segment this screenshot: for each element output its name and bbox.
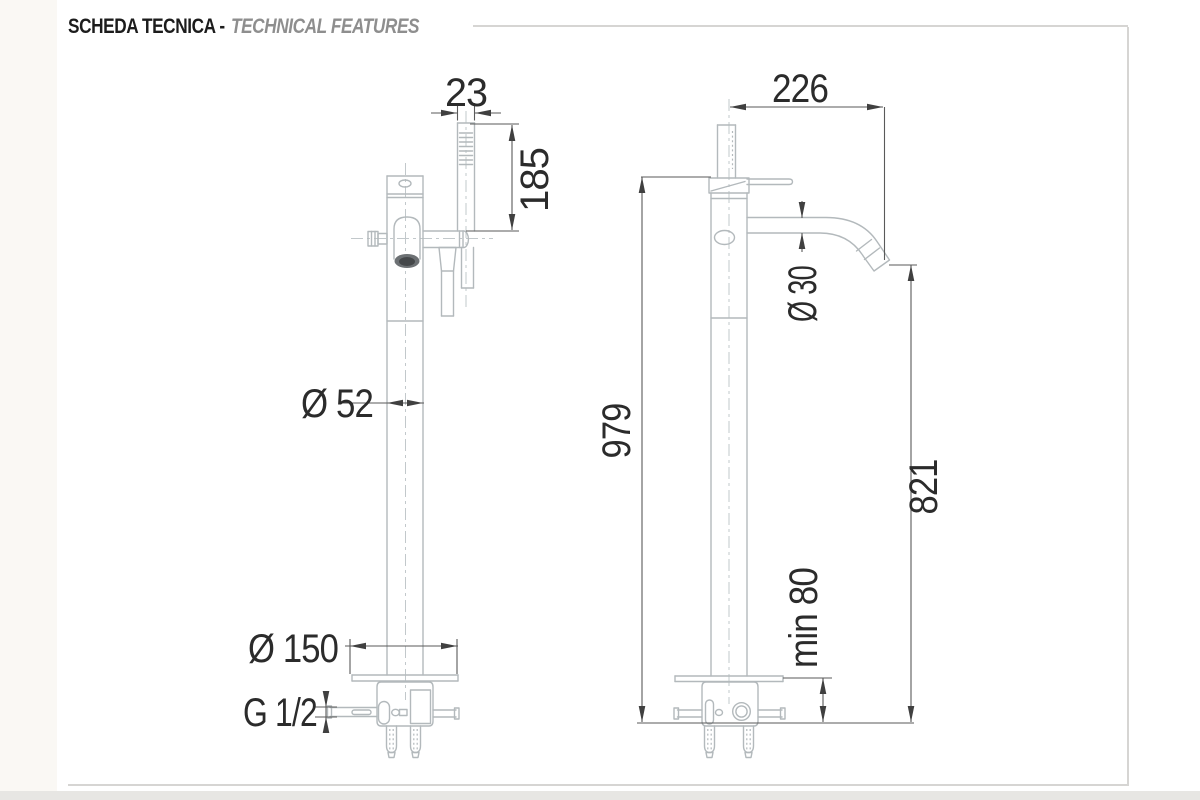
side-spout — [747, 218, 890, 272]
front-flex-hoses — [387, 726, 421, 758]
dim-hand-shower-height — [466, 124, 557, 231]
dim-label-overall-height: 979 — [595, 394, 639, 459]
front-shower-holder — [423, 231, 468, 248]
front-view — [243, 71, 557, 758]
dim-overall-height — [595, 177, 711, 722]
page-title-italian: SCHEDA TECNICA - — [68, 15, 225, 38]
front-shower-hose — [439, 248, 456, 317]
dim-spout-reach — [730, 67, 885, 260]
dim-label-spout-reach: 226 — [772, 67, 828, 111]
front-spout — [394, 217, 420, 268]
dim-label-base-plate-diameter: Ø 150 — [248, 627, 338, 671]
dim-label-floor-clearance: min 80 — [782, 553, 826, 668]
dim-floor-clearance — [782, 553, 832, 722]
dim-label-column-diameter: Ø 52 — [301, 382, 373, 426]
dim-label-spout-diameter: Ø 30 — [781, 239, 825, 322]
dim-base-plate-diameter — [248, 627, 458, 674]
dim-hand-shower-width — [431, 71, 501, 121]
dim-spout-outlet-height — [889, 265, 946, 722]
side-flex-hoses — [705, 726, 754, 758]
front-base — [328, 675, 460, 758]
side-hand-shower — [718, 125, 736, 178]
front-hand-shower — [458, 111, 475, 309]
dim-label-hand-shower-width: 23 — [445, 71, 487, 115]
dim-label-hand-shower-height: 185 — [513, 148, 557, 212]
dim-thread-size — [243, 691, 337, 735]
side-base — [674, 676, 785, 758]
side-holder-and-lever — [709, 178, 793, 193]
dim-label-spout-outlet-height: 821 — [902, 450, 946, 515]
shower-spray-hatch — [460, 133, 473, 165]
side-view — [595, 67, 946, 758]
dim-label-thread-size: G 1/2 — [243, 691, 317, 735]
page-title-english: TECHNICAL FEATURES — [231, 15, 420, 38]
front-column — [351, 163, 493, 700]
dim-spout-diameter — [781, 201, 825, 322]
